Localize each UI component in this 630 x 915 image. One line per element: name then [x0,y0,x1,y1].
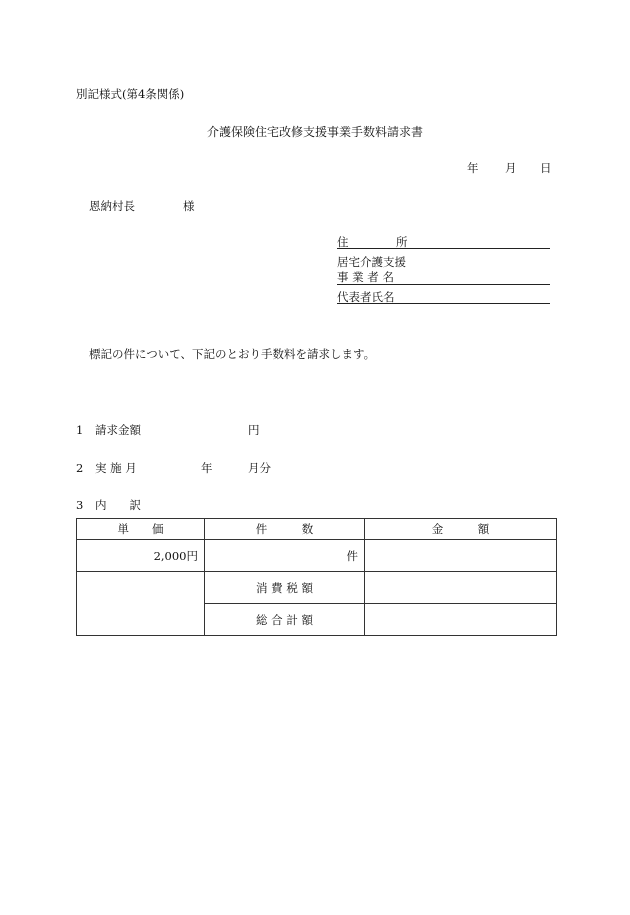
total-label: 総 合 計 額 [205,604,365,636]
breakdown-table [76,518,557,636]
item2-number: 2 [76,461,84,475]
item3-number: 3 [76,498,84,512]
provider-underline [337,284,550,285]
date-month-label: 月 [505,161,517,175]
address-label-start: 住 [337,235,349,249]
date-year-label: 年 [467,161,479,175]
addressee-honorific: 様 [183,199,195,213]
address-label-end: 所 [396,235,408,249]
representative-underline [337,303,550,304]
item1-number: 1 [76,423,84,437]
item1-unit: 円 [248,423,260,437]
tax-label: 消 費 税 額 [205,572,365,604]
representative-label: 代表者氏名 [337,290,395,304]
item2-label: 実 施 月 [95,461,137,475]
header-amount: 金 額 [365,519,557,540]
addressee-name: 恩納村長 [89,199,135,213]
table-row [77,572,557,604]
table-row [77,540,557,572]
address-underline [337,248,550,249]
item2-month-label: 月分 [248,461,271,475]
item1-label: 請求金額 [95,423,141,437]
item3-label: 内 訳 [95,498,141,512]
count-cell: 件 [205,540,365,572]
provider-label-line2: 事 業 者 名 [337,270,394,284]
total-amount-cell [365,604,557,636]
body-text: 標記の件について、下記のとおり手数料を請求します。 [89,347,376,361]
header-unit-price: 単 価 [77,519,205,540]
tax-amount-cell [365,572,557,604]
date-day-label: 日 [540,161,552,175]
form-reference: 別記様式(第4条関係) [76,87,185,101]
provider-label-line1: 居宅介護支援 [337,255,406,269]
document-title: 介護保険住宅改修支援事業手数料請求書 [207,125,424,139]
header-count: 件 数 [205,519,365,540]
table-header-row [77,519,557,540]
blank-cell [77,572,205,636]
amount-cell [365,540,557,572]
unit-price-value: 2,000円 [77,540,205,572]
item2-year-label: 年 [201,461,213,475]
